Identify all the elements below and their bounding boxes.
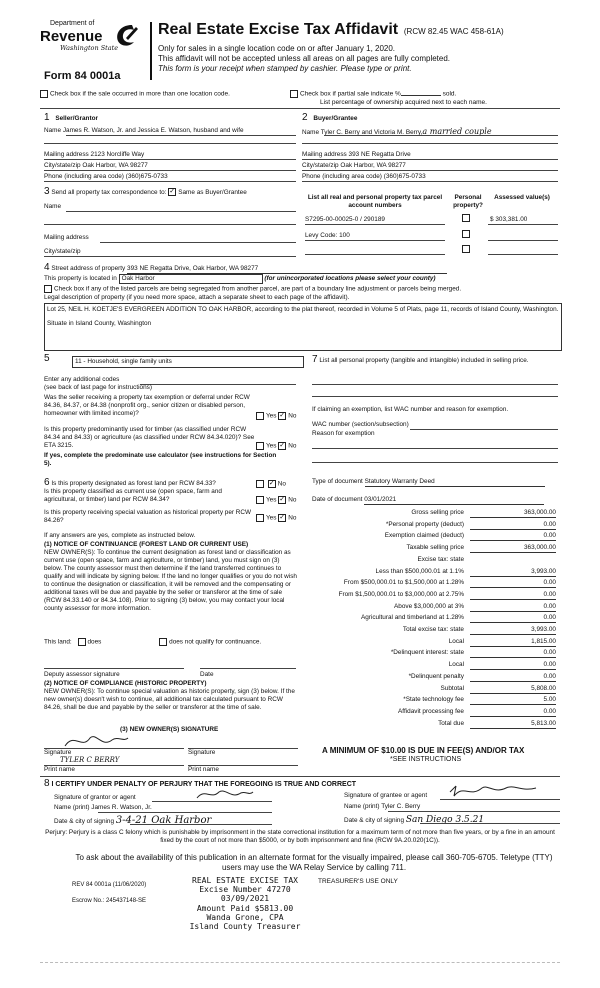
subtitle-2: This affidavit will not be accepted unless all areas on all pages are fully completed. (158, 54, 451, 63)
grantor-name-row (54, 804, 152, 812)
tax-correspondence-row (44, 186, 247, 199)
timber-question: Is this property predominantly used for timber (as classified under RCW 84.34 and 84.33) or agriculture (as classified under RCW 84.34.020)? See ETA 3215. (44, 426, 255, 449)
levy-code-row (305, 232, 350, 240)
grantee-name-row (344, 803, 420, 811)
yes-label: Yes (266, 442, 277, 450)
no-checkbox[interactable] (278, 412, 286, 420)
personal-property-label: List all personal property (tangible and intangible) included in selling price. (319, 357, 529, 364)
calc-value[interactable]: 3,993.00 (470, 626, 556, 635)
calc-label: From $500,000.01 to $1,500,000 at 1.28% (343, 579, 464, 587)
correspondence-label: Send all property tax correspondence to: (51, 189, 167, 196)
historic-yes-no (256, 514, 296, 523)
buyer-phone-row (302, 173, 426, 181)
assessor-signature-label: Deputy assessor signature (44, 671, 120, 678)
divider (40, 108, 560, 109)
seller-phone[interactable]: (360)675-0733 (125, 173, 168, 180)
segregate-checkbox[interactable] (44, 285, 52, 293)
calc-value[interactable]: 363,000.00 (470, 544, 556, 553)
rule (44, 256, 296, 257)
date-label: Date (200, 671, 214, 678)
print-name-label: Print name (44, 766, 75, 773)
additional-codes-field (140, 384, 296, 385)
calc-label: Affidavit processing fee (398, 707, 464, 715)
new-owner-signature-heading: (3) NEW OWNER(S) SIGNATURE (120, 726, 219, 733)
stamp-line: Wanda Grone, CPA (206, 912, 284, 922)
calc-label: *State technology fee (403, 696, 464, 704)
street-address[interactable]: 393 NE Regatta Drive, Oak Harbor, WA 98277 (127, 265, 447, 274)
assessed-value-header: Assessed value(s) (494, 194, 550, 201)
timber-yes-no (256, 442, 296, 451)
doc-type-label: Type of document (312, 478, 363, 485)
subtitle-1: Only for sales in a single location code on or after January 1, 2020. (158, 44, 396, 53)
street-row (44, 262, 447, 275)
section-number: 1 (44, 112, 50, 123)
doc-type-row (312, 478, 545, 487)
calc-value[interactable]: 0.00 (470, 591, 556, 600)
calc-value[interactable]: 1,815.00 (470, 638, 556, 647)
buyer-name[interactable]: Tyler C. Berry and Victoria M. Berry, (320, 129, 423, 136)
mail-label: Mailing address (44, 151, 89, 158)
current-use-question: Is this property classified as current use (open space, farm and agricultural, or timber) land per RCW 84.34? (44, 488, 222, 503)
signature-label: Signature (44, 749, 72, 756)
predominate-use-note: If yes, complete the predominate use calculator (see instructions for Section 5). (44, 452, 277, 467)
title-block (158, 20, 588, 74)
certify-statement: I CERTIFY UNDER PENALTY OF PERJURY THAT THE FOREGOING IS TRUE AND CORRECT (51, 781, 357, 788)
seller-section (44, 112, 98, 125)
sold-label: sold. (442, 90, 457, 98)
stamp-line: 03/09/2021 (220, 894, 270, 904)
treasurer-use-label: TREASURER'S USE ONLY (318, 878, 398, 885)
stamp-line: Amount Paid $5813.00 (196, 903, 294, 913)
rule (312, 396, 558, 397)
rule (44, 668, 184, 669)
seller-city[interactable]: Oak Harbor, WA 98277 (82, 162, 148, 169)
calc-label: *Delinquent interest: state (390, 649, 464, 657)
rule (44, 224, 296, 225)
name-print-label: Name (print) (344, 803, 380, 810)
doc-date-row (312, 496, 544, 505)
personal-property-checkbox[interactable] (462, 245, 470, 253)
phone-label: Phone (including area code) (44, 173, 124, 180)
alt-format-notice: To ask about the availability of this publication in an alternate format for the visually impaired, please call 360-705-6705. Teletype (TTY) users may use the WA Relay Service by calling 711. (75, 853, 553, 873)
wac-field (410, 429, 558, 430)
rule (44, 143, 296, 144)
does-checkbox[interactable] (78, 638, 86, 646)
yes-checkbox[interactable] (256, 412, 264, 420)
reason-label: Reason for exemption (312, 430, 375, 437)
escrow-number: Escrow No.: 245437148-SE (72, 898, 147, 904)
grantee-signature-scribble-icon (448, 782, 538, 800)
rule (324, 135, 558, 136)
exemption-question: Was the seller receiving a property tax exemption or deferral under RCW 84.36, 84.37, or 84.38 (nonprofit org., senior citizen or disabled person, homeowner with limited income)? (44, 394, 250, 417)
revenue-logo-icon (112, 22, 140, 48)
name-label: Name (44, 203, 62, 210)
grantor-date-city[interactable]: 3-4-21 Oak Harbor (115, 815, 212, 826)
buyer-name-handwritten: a married couple (422, 127, 492, 136)
levy-label: Levy Code: (305, 232, 338, 239)
legal-description-situate: Situate in Island County, Washington (47, 320, 152, 327)
seller-phone-row (44, 173, 168, 181)
grantee-date-city[interactable]: San Diego 3.5.21 (405, 815, 485, 825)
rule (312, 448, 558, 449)
if-yes-note: If any answers are yes, complete as instructed below. (44, 532, 196, 539)
calc-value[interactable]: 0.00 (470, 673, 556, 682)
minimum-due-note: A MINIMUM OF $10.00 IS DUE IN FEE(S) AND/OR TAX (322, 746, 525, 755)
grantor-signature-label: Signature of grantor or agent (54, 794, 136, 801)
located-row (44, 274, 436, 284)
rule (488, 240, 558, 241)
rule (302, 159, 558, 160)
land-use-code-select[interactable]: 11 - Household, single family units (72, 356, 304, 368)
yes-label: Yes (266, 514, 277, 522)
rule (130, 824, 272, 825)
segregate-row (44, 285, 564, 294)
mail-label: Mailing address (44, 234, 89, 241)
calc-value[interactable]: 0.00 (470, 532, 556, 541)
compliance-heading: (2) NOTICE OF COMPLIANCE (HISTORIC PROPERTY) (44, 680, 207, 687)
section-number: 4 (44, 262, 50, 273)
this-land-label: This land: (44, 638, 72, 646)
rule (420, 823, 560, 824)
personal-property-checkbox[interactable] (462, 230, 470, 238)
calc-label: *Personal property (deduct) (385, 520, 464, 528)
calc-label: Agricultural and timberland at 1.28% (360, 614, 464, 622)
date-city-label: Date & city of signing (54, 818, 115, 825)
additional-codes-note: (see back of last page for instructions) (44, 384, 152, 391)
section-number: 7 (312, 354, 318, 365)
buyer-section (302, 112, 357, 125)
calc-label: Gross selling price (411, 509, 464, 516)
stamp-line: Island County Treasurer (189, 921, 301, 931)
rule (66, 211, 296, 212)
personal-property-header: Personal property? (453, 194, 483, 209)
personal-property-field (312, 384, 558, 385)
segregate-label: Check box if any of the listed parcels are being segregated from another parcel, are part of a boundary line adjustment or parcels being merged. (54, 285, 462, 293)
rule (100, 242, 296, 243)
yes-checkbox[interactable] (256, 480, 264, 488)
calc-label: Excise tax: state (417, 555, 464, 563)
header-divider (150, 22, 152, 80)
form-title: Real Estate Excise Tax Affidavit (158, 21, 399, 38)
seller-name[interactable]: James R. Watson, Jr. and Jessica E. Watson, husband and wife (62, 127, 244, 134)
section-number: 3 (44, 186, 50, 197)
location-select[interactable]: Oak Harbor (119, 274, 263, 284)
no-label: No (277, 480, 286, 488)
qualify-row (44, 638, 261, 647)
no-label: No (288, 412, 297, 420)
grantor-date-row (54, 815, 211, 828)
exemption-label: If claiming an exemption, list WAC number and reason for exemption. (312, 406, 509, 413)
grantor-name[interactable]: James R. Watson, Jr. (91, 804, 152, 811)
city-label: City/state/zip (302, 162, 339, 169)
section-number: 6 (44, 477, 50, 488)
print-name-label: Print name (188, 766, 219, 773)
rule (305, 240, 445, 241)
date-city-label: Date & city of signing (344, 817, 405, 824)
mail-label: Mailing address (302, 151, 347, 158)
calc-label: Local (448, 661, 464, 669)
calc-value[interactable]: 0.00 (470, 614, 556, 623)
buyer-city[interactable]: Oak Harbor, WA 98277 (340, 162, 406, 169)
does-not-label: does not qualify for continuance. (169, 638, 262, 646)
assessed-value[interactable]: $ 303,381.00 (490, 216, 528, 223)
rule (302, 181, 558, 182)
calc-value[interactable]: 0.00 (470, 521, 556, 530)
rule (98, 812, 272, 813)
rule (305, 224, 445, 225)
name-label: Name (44, 127, 62, 134)
calc-label: *Delinquent penalty (408, 672, 464, 680)
compliance-body: NEW OWNER(S): To continue special valuation as historic property, sign (3) below. If the new owner(s) doesn't wish to continue, all additional tax calculated pursuant to RCW 84.26, shall be due and payable by the seller or transferor at the time of sale. (44, 688, 295, 711)
see-instructions-note: *SEE INSTRUCTIONS (390, 756, 462, 763)
rule (200, 668, 296, 669)
calc-label: Less than $500,000.01 at 1.1% (375, 567, 464, 575)
personal-property-section (312, 354, 552, 367)
checkbox[interactable] (40, 90, 48, 98)
grantee-date-row (344, 815, 484, 826)
rule (440, 799, 560, 800)
yes-checkbox[interactable] (256, 514, 264, 522)
buyer-heading: Buyer/Grantee (313, 115, 358, 122)
revision-label: REV 84 0001a (11/06/2020) (72, 882, 147, 888)
no-checkbox[interactable] (278, 442, 286, 450)
no-label: No (288, 442, 297, 450)
does-not-checkbox[interactable] (159, 638, 167, 646)
rule (312, 462, 558, 463)
partial-pct-field[interactable] (401, 95, 441, 96)
yes-label: Yes (266, 412, 277, 420)
seller-city-row (44, 162, 148, 170)
historic-question: Is this property receiving special valuation as historical property per RCW 84.26? (44, 509, 252, 524)
calc-value[interactable]: 0.00 (470, 579, 556, 588)
rule (66, 135, 296, 136)
levy-code[interactable]: 100 (339, 232, 350, 239)
divider (40, 776, 560, 777)
rule (488, 254, 558, 255)
calc-value[interactable]: 0.00 (470, 603, 556, 612)
personal-property-checkbox[interactable] (462, 214, 470, 222)
partial-sale-label: Check box if partial sale indicate % (300, 90, 401, 98)
calc-label: Total due (438, 719, 464, 727)
additional-codes-label: Enter any additional codes (44, 376, 120, 383)
list-pct-note: List percentage of ownership acquired next to each name. (320, 99, 487, 106)
rule (305, 254, 445, 255)
street-label: Street address of property (51, 265, 126, 272)
continuance-body: NEW OWNER(S): To continue the current designation as forest land or classification as current use (open space, farm and agriculture, or timber) land, you must sign on (3) below. The county assessor must then determine if the land transferred continues to qualify and will indicate by signing below. If the land no longer qualifies or you do not wish to continue the designation or classification, it will be removed and the compensating or additional taxes will be due and payable by the seller or transferor at the time of sale (RCW 84.33.140 or 84.34.108). Prior to signing (3) below, you may contact your local county assessor for more information. (44, 549, 297, 612)
rule (388, 811, 560, 812)
calc-label: Local (448, 637, 464, 645)
dor-logo (40, 20, 145, 52)
name-print-label: Name (print) (54, 804, 90, 811)
rule (302, 170, 558, 171)
no-label: No (288, 496, 297, 504)
legal-description-label: Legal description of property (if you need more space, attach a separate sheet to each page of the affidavit). (44, 294, 350, 301)
legal-description-box[interactable] (44, 303, 562, 351)
calc-value[interactable]: 0.00 (470, 661, 556, 670)
section-number: 2 (302, 112, 308, 123)
located-note: (for unincorporated locations please select your county) (264, 275, 436, 282)
signature-label: Signature (188, 749, 216, 756)
buyer-mail-row (302, 151, 411, 159)
buyer-city-row (302, 162, 406, 170)
calc-value[interactable]: 363,000.00 (470, 509, 556, 518)
calc-value[interactable]: 5,808.00 (470, 685, 556, 694)
city-label: City/state/zip (44, 248, 81, 255)
section-number: 5 (44, 353, 50, 364)
no-checkbox[interactable] (268, 480, 276, 488)
perjury-notice: Perjury: Perjury is a class C felony which is punishable by imprisonment in the state correctional institution for a maximum term of not more than five years, or by a fine in an amount fixed by the court of not more than $5000, or by both imprisonment and fine (RCW 9A.20.020(1C)). (45, 829, 555, 844)
calc-label: Above $3,000,000 at 3% (394, 602, 464, 610)
phone-label: Phone (including area code) (302, 173, 382, 180)
parcel-number[interactable]: S7295-00-00025-0 / 290189 (305, 216, 385, 223)
doc-date-label: Date of document (312, 496, 363, 503)
stamp-line: Excise Number 47270 (199, 885, 291, 895)
exemption-yes-no (256, 412, 296, 421)
seller-mail[interactable]: 2123 Norcliffe Way (90, 151, 145, 158)
rule (302, 143, 558, 144)
grantee-name[interactable]: Tyler C. Berry (381, 803, 421, 810)
multi-location-check[interactable] (40, 90, 230, 99)
legal-description-text: Lot 25, NEIL H. KOETJE'S EVERGREEN ADDITION TO OAK HARBOR, according to the plat thereof, recorded in Volume 5 of Plats, page 11, records of Island County, Washington. (47, 306, 559, 313)
calc-label: Exemption claimed (deduct) (384, 532, 464, 540)
state-label: Washington State (60, 43, 119, 52)
calc-label: Total excise tax: state (402, 626, 464, 633)
yes-checkbox[interactable] (256, 442, 264, 450)
rule (44, 170, 296, 171)
yes-label: Yes (266, 496, 277, 504)
seller-mail-row (44, 151, 144, 159)
rule (44, 159, 296, 160)
doc-type[interactable]: Statutory Warranty Deed (365, 478, 545, 487)
does-label: does (87, 638, 102, 646)
grantor-signature-scribble-icon (195, 786, 255, 802)
seller-name-row (44, 127, 294, 135)
calc-label: Subtotal (440, 684, 464, 692)
treasurer-stamp (180, 876, 310, 931)
grantee-signature-label: Signature of grantee or agent (344, 792, 428, 799)
section-number: 8 (44, 778, 50, 789)
same-as-buyer-label: Same as Buyer/Grantee (178, 189, 247, 196)
dept-label: Department of (50, 20, 95, 27)
yes-checkbox[interactable] (256, 496, 264, 504)
no-checkbox[interactable] (278, 496, 286, 504)
wac-label: WAC number (section/subsection) (312, 421, 409, 428)
partial-sale-check[interactable] (290, 90, 456, 99)
no-checkbox[interactable] (278, 514, 286, 522)
parcel-header: List all real and personal property tax parcel account numbers (307, 194, 443, 209)
subtitle-3: This form is your receipt when stamped by cashier. Please type or print. (158, 64, 412, 73)
owner-print-name[interactable]: TYLER C BERRY (60, 756, 120, 764)
no-label: No (288, 514, 297, 522)
buyer-phone[interactable]: (360)675-0733 (383, 173, 426, 180)
scan-artifact-line (40, 962, 560, 963)
calc-value[interactable]: 5,813.00 (470, 720, 556, 729)
current-use-yes-no (256, 496, 296, 505)
stamp-line: REAL ESTATE EXCISE TAX (192, 876, 298, 885)
form-number: Form 84 0001a (44, 70, 121, 82)
multi-location-label: Check box if the sale occurred in more than one location code. (50, 90, 230, 98)
continuance-heading: (1) NOTICE OF CONTINUANCE (FOREST LAND OR CURRENT USE) (44, 541, 249, 548)
calc-value[interactable]: 0.00 (470, 708, 556, 717)
buyer-mail[interactable]: 393 NE Regatta Drive (348, 151, 411, 158)
forest-label: Is this property designated as forest land per RCW 84.33? (51, 480, 216, 487)
forest-yes-no (256, 480, 286, 489)
calc-value[interactable]: 0.00 (470, 649, 556, 658)
calc-value[interactable]: 3,993.00 (470, 568, 556, 577)
doc-date[interactable]: 03/01/2021 (364, 496, 544, 505)
checkbox[interactable] (290, 90, 298, 98)
seller-heading: Seller/Grantor (55, 115, 98, 122)
name-label: Name (302, 129, 320, 136)
calc-label: From $1,500,000.01 to $3,000,000 at 2.75% (338, 590, 464, 598)
city-label: City/state/zip (44, 162, 81, 169)
rule (44, 181, 296, 182)
located-label: This property is located in (44, 275, 117, 282)
rule (488, 224, 558, 225)
rule (152, 801, 272, 802)
same-as-buyer-checkbox[interactable] (168, 188, 176, 196)
calc-value[interactable]: 5.00 (470, 696, 556, 705)
calc-label: Taxable selling price (406, 544, 464, 552)
rcw-ref: (RCW 82.45 WAC 458-61A) (403, 27, 504, 36)
revenue-label: Revenue (40, 27, 103, 45)
